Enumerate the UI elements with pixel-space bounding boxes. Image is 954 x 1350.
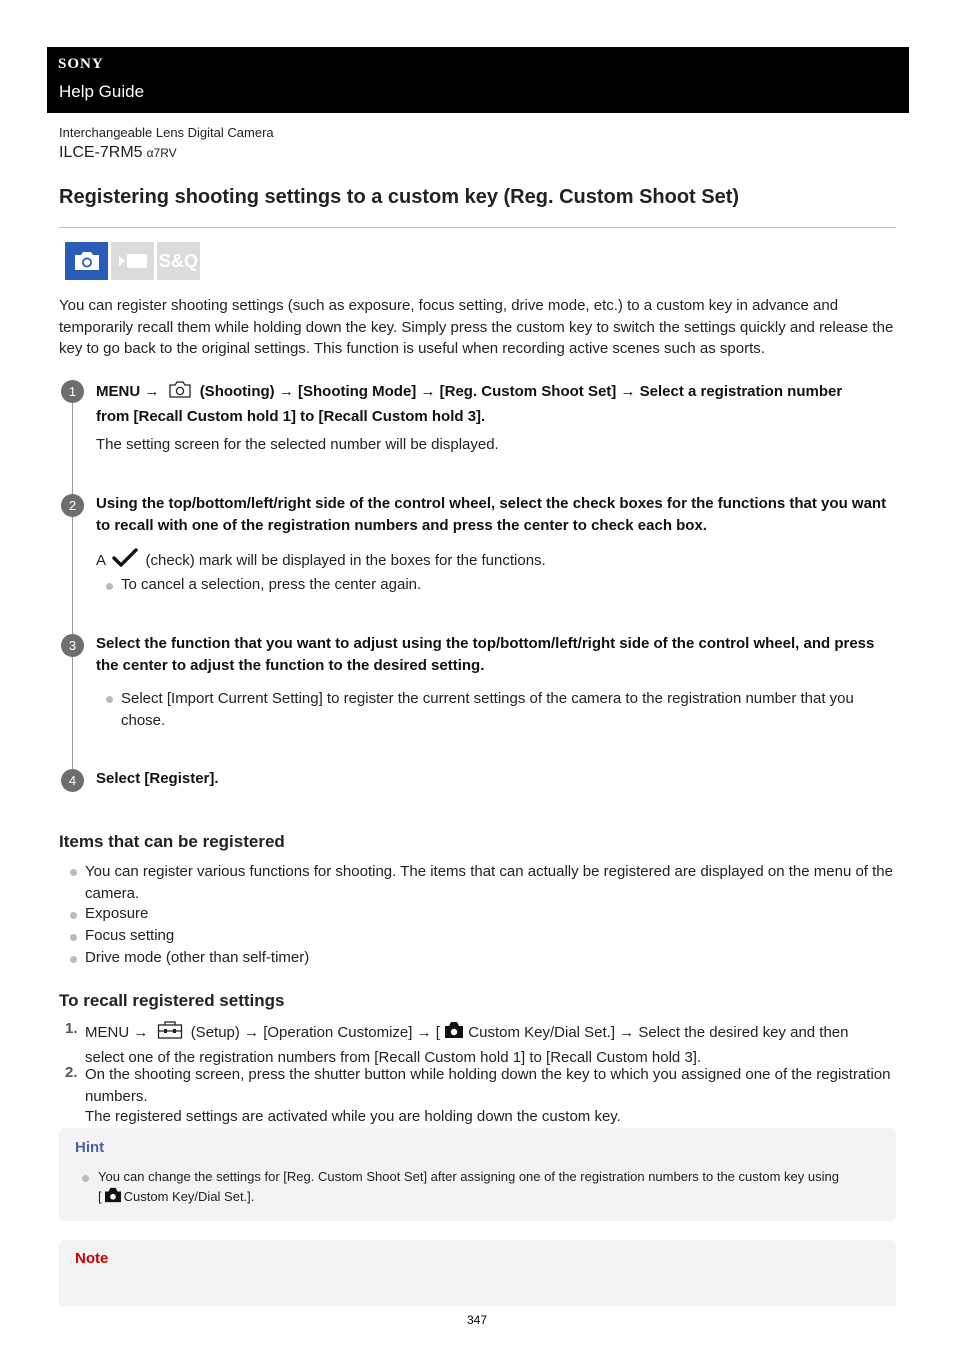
step-1-path: (Shooting) → [Shooting Mode] → [Reg. Custom Shoot Set] → Select a registration number — [199, 383, 843, 401]
toolbox-icon — [157, 1020, 183, 1047]
bullet-icon — [70, 934, 77, 941]
photo-mode-icon — [65, 242, 108, 280]
product-type: Interchangeable Lens Digital Camera — [59, 125, 274, 140]
bullet-icon — [106, 696, 113, 703]
header-bar — [47, 47, 909, 113]
step-number-3: 3 — [61, 634, 84, 657]
recall-step-2: On the shooting screen, press the shutter button while holding down the key to which you assigned one of the registration numbers. — [85, 1066, 891, 1105]
help-guide-title[interactable]: Help Guide — [59, 82, 145, 101]
step-2-bullet: To cancel a selection, press the center again. — [121, 576, 422, 593]
camera-small-icon — [444, 1021, 464, 1046]
step-1-path-cont: from [Recall Custom hold 1] to [Recall Custom hold 3]. — [96, 407, 486, 425]
step-2-body — [96, 547, 896, 576]
recall-step-1 — [85, 1020, 895, 1068]
check-mark-icon — [112, 547, 138, 576]
step-1-heading — [96, 379, 896, 427]
recall-step-1-path-c: select one of the registration numbers from [Recall Custom hold 1] to [Recall Custom hold 3]. — [85, 1048, 702, 1066]
model-alias: α7RV — [146, 146, 177, 160]
bullet-icon — [70, 869, 77, 876]
hint-text — [98, 1167, 888, 1208]
recall-step-2-number: 2. — [65, 1064, 78, 1081]
recall-step-1-menu: MENU → — [85, 1024, 149, 1042]
sq-mode-icon: S&Q — [157, 242, 200, 280]
step-number-4: 4 — [61, 769, 84, 792]
bullet-icon — [82, 1175, 89, 1182]
title-divider — [59, 227, 896, 228]
recall-section-title: To recall registered settings — [59, 991, 285, 1010]
recall-step-1-path-b: Custom Key/Dial Set.] → Select the desired key and then — [468, 1024, 849, 1042]
movie-icon — [117, 250, 149, 272]
recall-step-1-number: 1. — [65, 1020, 78, 1037]
note-title: Note — [75, 1250, 109, 1267]
step-3-bullet: Select [Import Current Setting] to register the current settings of the camera to the registration number that you chose. — [121, 690, 854, 729]
list-item: You can register various functions for shooting. The items that can actually be registered are displayed on the menu of the camera. — [85, 863, 893, 902]
list-item: Drive mode (other than self-timer) — [85, 949, 310, 966]
note-box — [59, 1240, 896, 1306]
items-section-title: Items that can be registered — [59, 832, 285, 851]
bullet-icon — [70, 912, 77, 919]
step-number-2: 2 — [61, 494, 84, 517]
camera-small-icon — [104, 1187, 122, 1209]
hint-text-a: You can change the settings for [Reg. Custom Shoot Set] after assigning one of the registration numbers to the custom key using — [98, 1169, 839, 1184]
step-1-body: The setting screen for the selected number will be displayed. — [96, 436, 499, 453]
hint-text-c: Custom Key/Dial Set.]. — [123, 1188, 255, 1204]
recall-step-2-detail: The registered settings are activated while you are holding down the custom key. — [85, 1108, 621, 1125]
list-item: Exposure — [85, 905, 149, 922]
page-title: Registering shooting settings to a custom key (Reg. Custom Shoot Set) — [59, 186, 740, 208]
camera-icon — [72, 249, 102, 273]
model-name — [59, 144, 177, 162]
step-1-menu: MENU → — [96, 383, 160, 401]
step-2-body-a: A — [96, 552, 106, 570]
shooting-camera-icon — [168, 379, 192, 406]
page-number: 347 — [466, 1313, 488, 1327]
step-3-heading: Select the function that you want to adjust using the top/bottom/left/right side of the control wheel, and press the center to adjust the function to the desired setting. — [96, 635, 875, 674]
step-2-heading: Using the top/bottom/left/right side of the control wheel, select the check boxes for the functions that you want to recall with one of the registration numbers and press the center to check each box. — [96, 495, 887, 534]
step-number-1: 1 — [61, 380, 84, 403]
hint-text-b: [ — [98, 1188, 102, 1204]
hint-title: Hint — [75, 1139, 105, 1156]
list-item: Focus setting — [85, 927, 175, 944]
step-connector-line — [72, 392, 73, 778]
bullet-icon — [70, 956, 77, 963]
sony-logo: SONY — [58, 56, 104, 72]
movie-mode-icon — [111, 242, 154, 280]
intro-paragraph: You can register shooting settings (such as exposure, focus setting, drive mode, etc.) to a custom key in advance and temporarily recall them while holding down the key. Simply press the custom key to switch the settings quickly and release the key to go back to the original settings. This function is useful when recording active scenes such as sports. — [59, 297, 894, 357]
bullet-icon — [106, 583, 113, 590]
model-number: ILCE-7RM5 — [59, 144, 143, 161]
step-2-body-b: (check) mark will be displayed in the boxes for the functions. — [145, 552, 546, 570]
recall-step-1-path: (Setup) → [Operation Customize] → [ — [190, 1024, 440, 1042]
step-4-heading: Select [Register]. — [96, 770, 219, 787]
